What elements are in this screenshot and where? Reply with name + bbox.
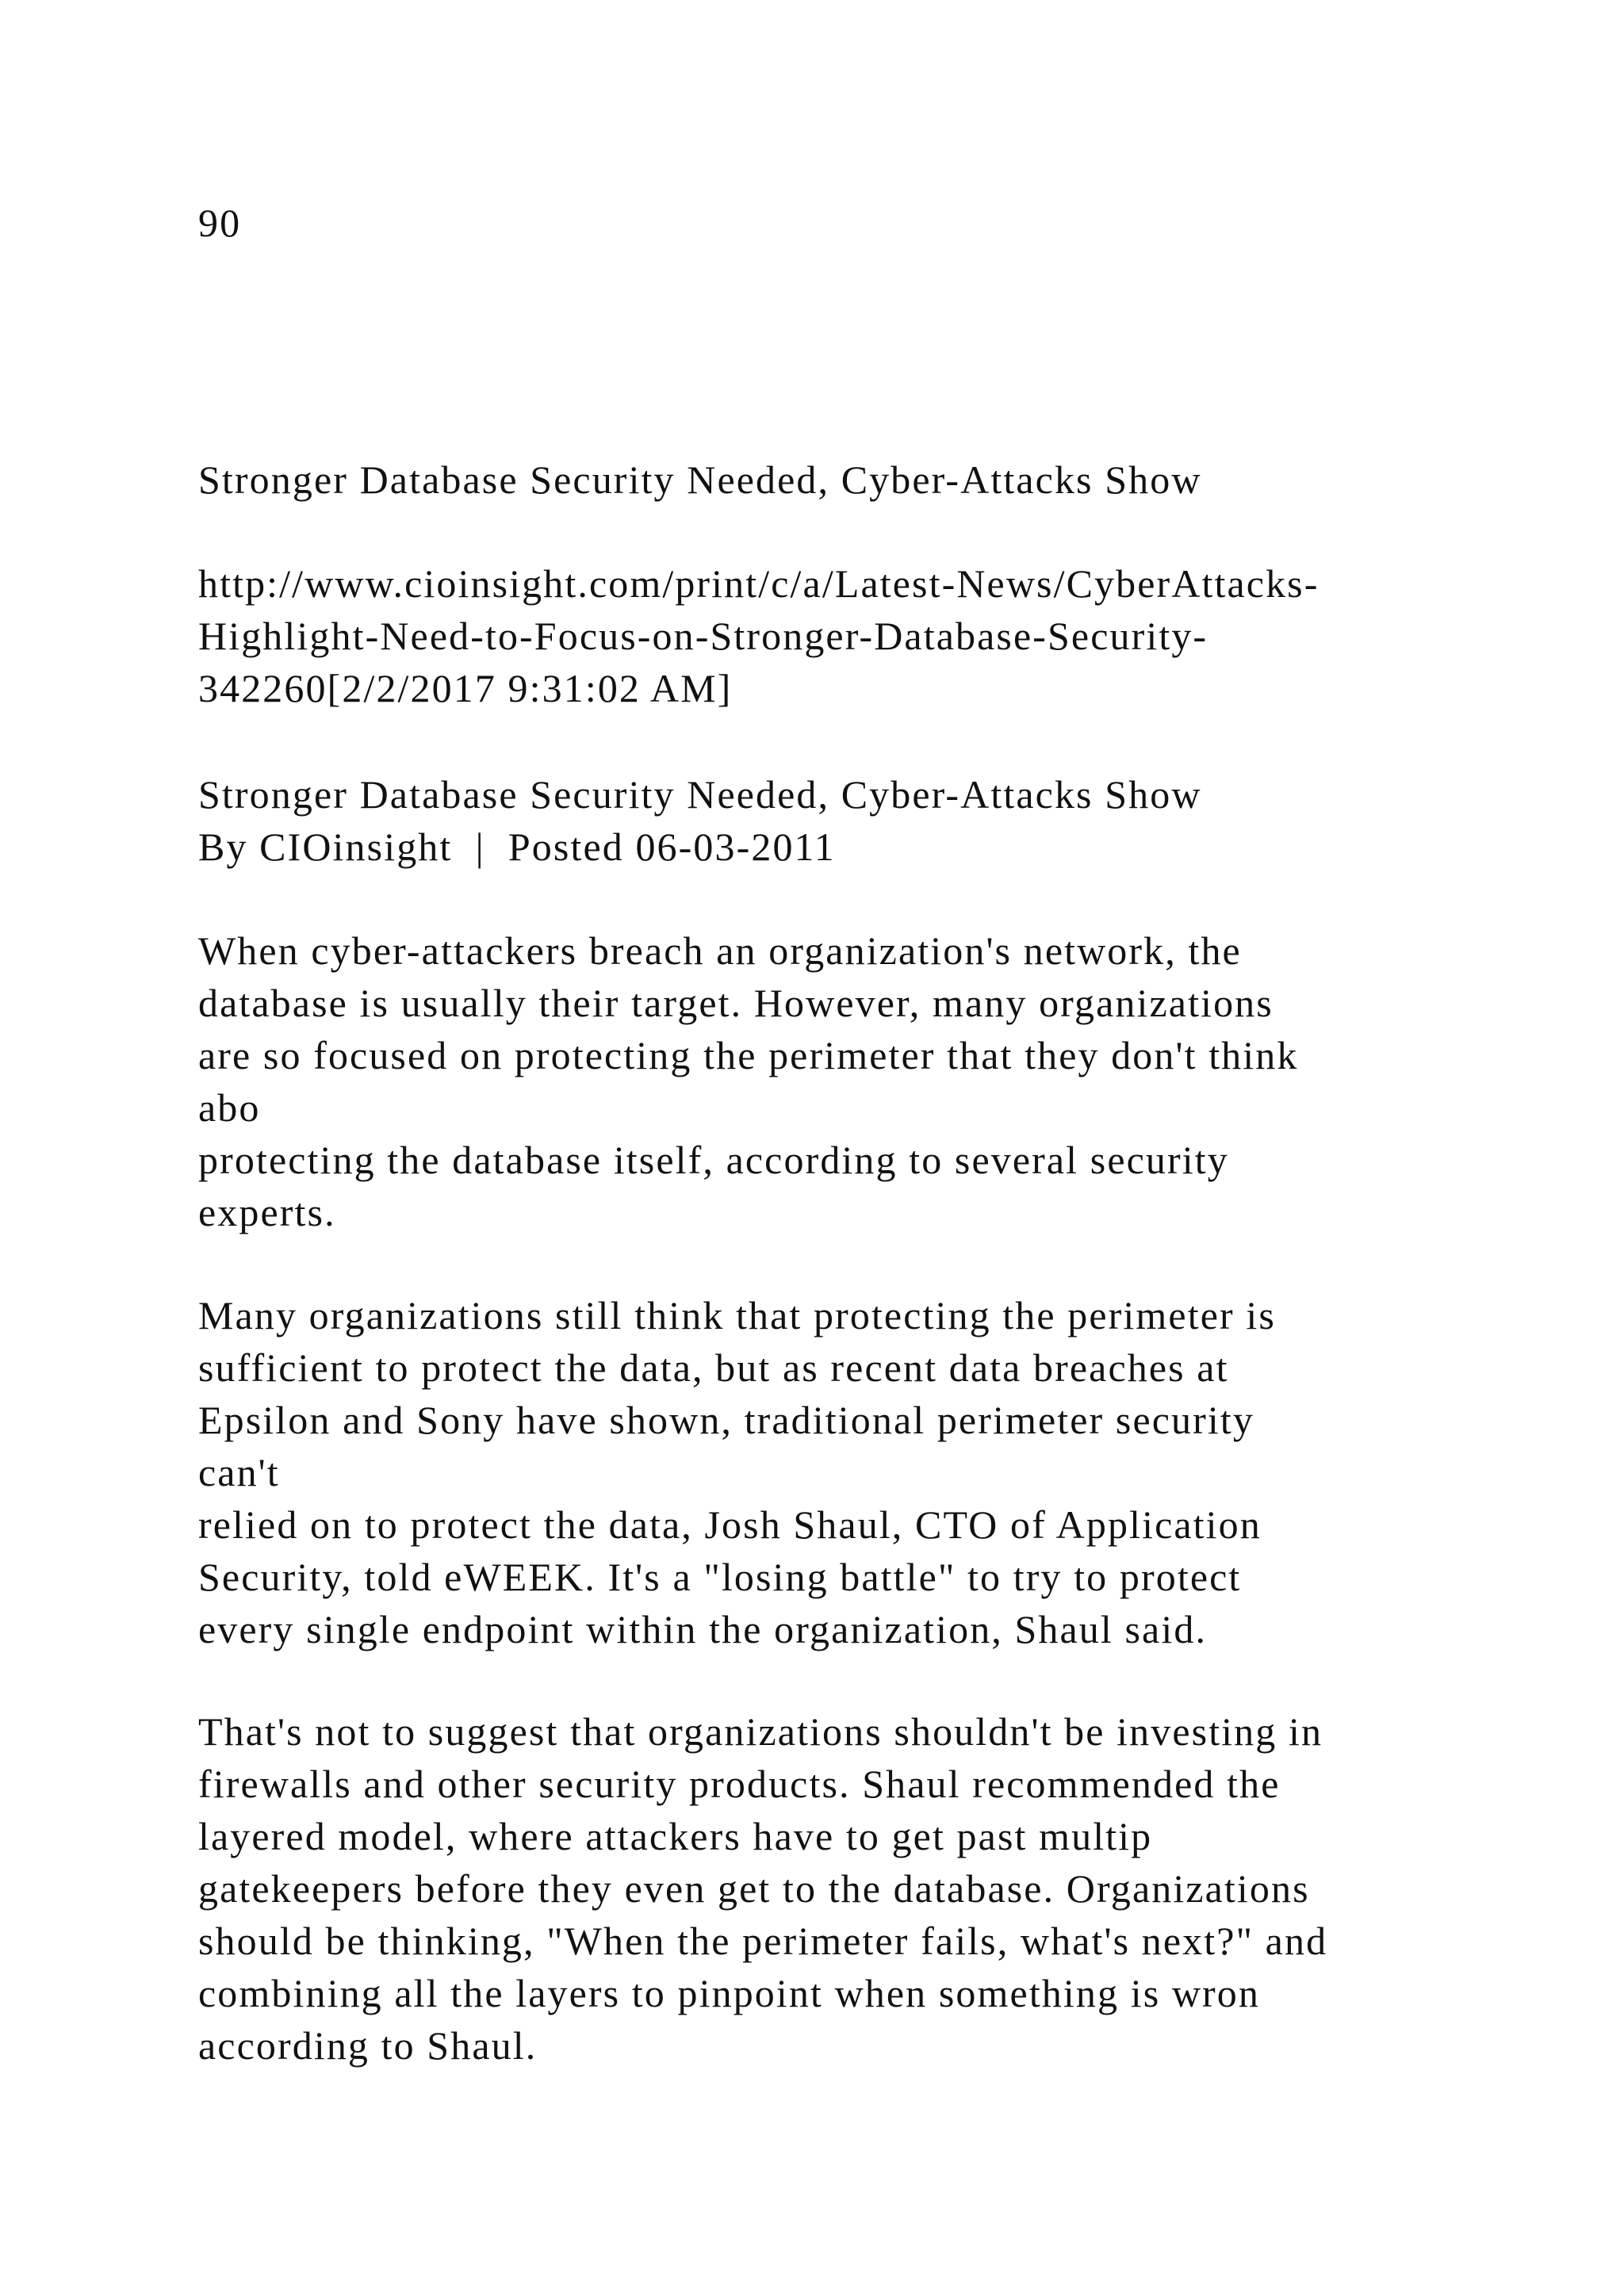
paragraph-line: sufficient to protect the data, but as recent data breaches at — [198, 1345, 1229, 1390]
paragraph-line: relied on to protect the data, Josh Shaul, CTO of Application — [198, 1502, 1262, 1547]
paragraph-line: Security, told eWEEK. It's a "losing battle" to try to protect — [198, 1555, 1242, 1599]
paragraph-line: protecting the database itself, according to several security — [198, 1138, 1229, 1182]
article-paragraph — [198, 1705, 1327, 2072]
paragraph-line: should be thinking, "When the perimeter fails, what's next?" and — [198, 1919, 1328, 1963]
page-number: 90 — [198, 201, 242, 245]
document-title: Stronger Database Security Needed, Cyber-Attacks Show — [198, 457, 1202, 502]
paragraph-line: can't — [198, 1450, 280, 1494]
source-url-block — [198, 557, 1319, 714]
paragraph-line: combining all the layers to pinpoint when something is wron — [198, 1971, 1261, 2015]
paragraph-line: Many organizations still think that protecting the perimeter is — [198, 1293, 1276, 1337]
source-url-line: http://www.cioinsight.com/print/c/a/Latest-News/CyberAttacks- — [198, 561, 1320, 606]
paragraph-line: experts. — [198, 1190, 336, 1234]
article-byline: By CIOinsight | Posted 06-03-2011 — [198, 825, 836, 869]
source-url-line: Highlight-Need-to-Focus-on-Stronger-Database-Security- — [198, 614, 1208, 658]
paragraph-line: gatekeepers before they even get to the database. Organizations — [198, 1866, 1310, 1911]
article-paragraph — [198, 1289, 1276, 1655]
paragraph-line: layered model, where attackers have to get past multip — [198, 1814, 1153, 1858]
article-paragraph — [198, 924, 1298, 1238]
paragraph-line: abo — [198, 1085, 261, 1130]
source-url-line: 342260[2/2/2017 9:31:02 AM] — [198, 666, 733, 710]
paragraph-line: When cyber-attackers breach an organization's network, the — [198, 928, 1242, 973]
document-title-block — [198, 453, 1202, 506]
paragraph-line: That's not to suggest that organizations shouldn't be investing in — [198, 1709, 1323, 1754]
paragraph-line: Epsilon and Sony have shown, traditional perimeter security — [198, 1398, 1254, 1442]
paragraph-line: every single endpoint within the organization, Shaul said. — [198, 1607, 1208, 1651]
paragraph-line: according to Shaul. — [198, 2023, 538, 2068]
paragraph-line: database is usually their target. However, many organizations — [198, 981, 1274, 1025]
paragraph-line: firewalls and other security products. Shaul recommended the — [198, 1762, 1281, 1806]
article-header — [198, 768, 1202, 873]
article-title: Stronger Database Security Needed, Cyber-Attacks Show — [198, 772, 1202, 817]
paragraph-line: are so focused on protecting the perimeter that they don't think — [198, 1033, 1299, 1077]
